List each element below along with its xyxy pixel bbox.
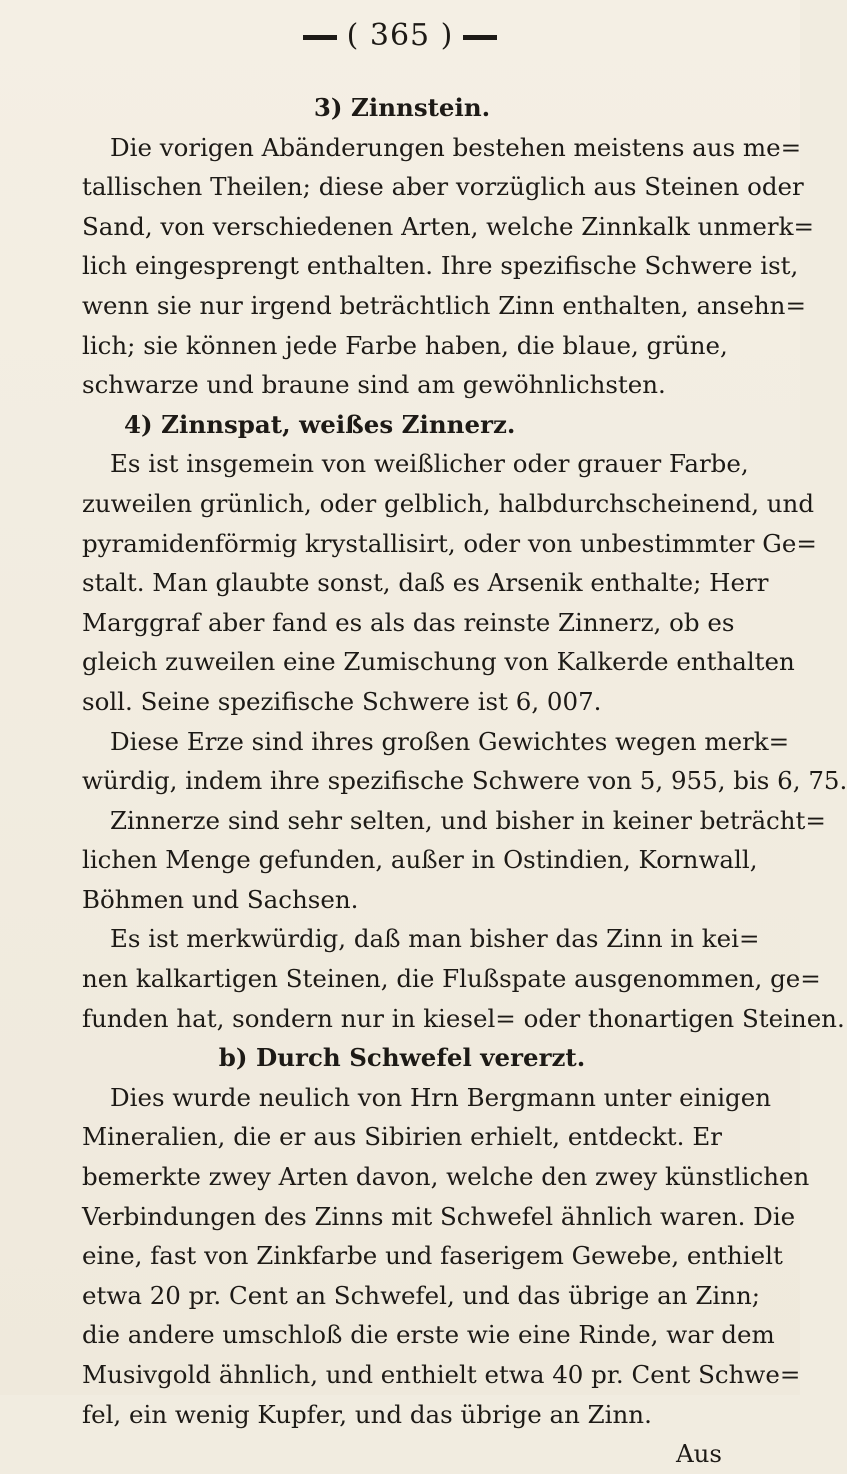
text-line: Musivgold ähnlich, und enthielt etwa 40 pr. Cent Schwe= [82,1360,801,1389]
text-line: lichen Menge gefunden, außer in Ostindien, Kornwall, [82,845,758,875]
text-line: Es ist insgemein von weißlicher oder grauer Farbe, [110,449,749,479]
text-line: Aus [675,1439,722,1469]
page-number: ( 365 ) [346,18,454,53]
section-heading: b) Durch Schwefel vererzt. [218,1043,586,1073]
text-line: fel, ein wenig Kupfer, und das übrige an Zinn. [82,1399,652,1429]
text-line: stalt. Man glaubte sonst, daß es Arsenik enthalte; Herr [82,568,769,598]
text-line: würdig, indem ihre spezifische Schwere von 5, 955, bis 6, 75. [82,766,847,796]
text-line: soll. Seine spezifische Schwere ist 6, 007. [82,686,602,716]
page-header [0,18,800,53]
text-line: Die vorigen Abänderungen bestehen meistens aus me= [110,132,802,162]
text-line: Böhmen und Sachsen. [82,884,359,914]
text-line: Zinnerze sind sehr selten, und bisher in keiner beträcht= [110,805,826,835]
text-line: schwarze und braune sind am gewöhnlichsten. [82,370,666,400]
text-line: funden hat, sondern nur in kiesel= oder thonartigen Steinen. [82,1003,845,1033]
text-line: lich eingesprengt enthalten. Ihre spezifische Schwere ist, [82,251,799,281]
text-line: pyramidenförmig krystallisirt, oder von unbestimmter Ge= [82,528,817,558]
header-dash-left [303,35,337,40]
text-line: die andere umschloß die erste wie eine Rinde, war dem [82,1320,775,1350]
header-dash-right [463,35,497,40]
body-text [82,88,847,1474]
text-line: Mineralien, die er aus Sibirien erhielt, entdeckt. Er [82,1122,722,1152]
text-line: tallischen Theilen; diese aber vorzüglich aus Steinen oder [82,172,804,202]
text-line: Diese Erze sind ihres großen Gewichtes wegen merk= [110,726,790,756]
text-line: nen kalkartigen Steinen, die Flußspate ausgenommen, ge= [82,964,821,994]
text-line: Verbindungen des Zinns mit Schwefel ähnlich waren. Die [82,1201,796,1231]
text-line: eine, fast von Zinkfarbe und faserigem Gewebe, enthielt [82,1241,783,1271]
text-line: Es ist merkwürdig, daß man bisher das Zinn in kei= [110,924,760,954]
text-line: bemerkte zwey Arten davon, welche den zwey künstlichen [82,1162,810,1192]
text-line: lich; sie können jede Farbe haben, die blaue, grüne, [82,330,728,360]
section-heading: 4) Zinnspat, weißes Zinnerz. [124,409,516,439]
text-line: zuweilen grünlich, oder gelblich, halbdurchscheinend, und [82,488,815,518]
text-line: Marggraf aber fand es als das reinste Zinnerz, ob es [82,607,735,637]
section-heading: 3) Zinnstein. [313,93,491,122]
text-line: Sand, von verschiedenen Arten, welche Zinnkalk unmerk= [82,211,814,241]
text-line: Dies wurde neulich von Hrn Bergmann unter einigen [110,1082,771,1112]
text-line: etwa 20 pr. Cent an Schwefel, und das übrige an Zinn; [82,1280,761,1310]
text-line: gleich zuweilen eine Zumischung von Kalkerde enthalten [82,647,795,677]
text-line: wenn sie nur irgend beträchtlich Zinn enthalten, ansehn= [82,290,806,320]
